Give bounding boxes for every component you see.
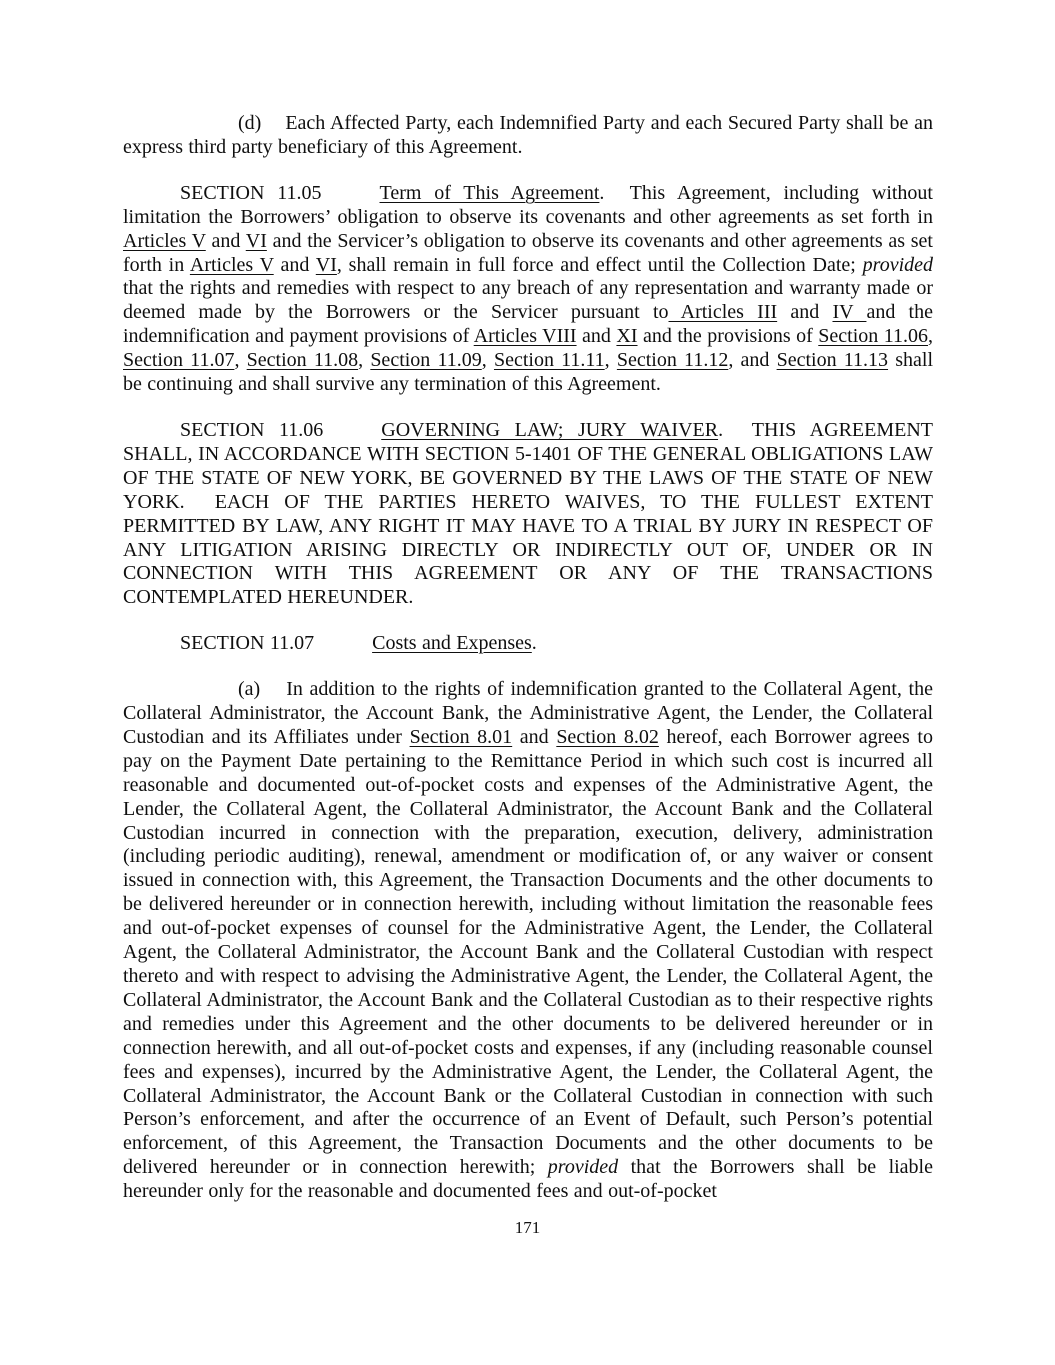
text-segment: Articles V (189, 253, 274, 276)
text-segment: , shall remain in full force and effect until the Collection Date; (336, 253, 863, 276)
text-segment: , (358, 349, 371, 372)
tab-spacer (314, 648, 372, 649)
paragraph-d (123, 112, 933, 160)
section-11-05 (123, 182, 933, 397)
text-segment: Section 11.11 (493, 349, 605, 372)
tab-spacer (323, 435, 381, 436)
text-segment: that the Borrowers shall be liable hereunder only for the reasonable and documented fees and out-of-pocket (123, 1156, 933, 1203)
text-segment: shall be continuing and shall survive any termination of this Agreement. (123, 349, 934, 396)
text-segment: SECTION 11.07 (180, 632, 315, 655)
text-segment: . This Agreement, including without limitation the Borrowers’ obligation to observe its covenants and other agreements as set forth in (123, 181, 933, 228)
text-segment: In addition to the rights of indemnification granted to the Collateral Agent, the Collateral Administrator, the Account Bank, the Administrative Agent, the Lender, the Collateral Custodian and its Affiliates under (123, 678, 933, 748)
text-segment: hereof, each Borrower agrees to pay on the Payment Date pertaining to the Remittance Period in which such cost is incurred all reasonable and documented out-of-pocket costs and expenses of the Administrative Agent, the Lender, the Collateral Agent, the Collateral Administrator, the Account Bank and the Collateral Custodian incurred in connection with the preparation, execution, delivery, administration (including periodic auditing), renewal, amendment or modification of, or any waiver or consent issued in connection with, this Agreement, the Transaction Documents and the other documents to be delivered hereunder or in connection herewith, including without limitation the reasonable fees and out-of-pocket expenses of counsel for the Administrative Agent, the Lender, the Collateral Agent, the Collateral Administrator, the Account Bank and the Collateral Custodian with respect thereto and with respect to advising the Administrative Agent, the Lender, the Collateral Agent, the Collateral Administrator, the Account Bank and the Collateral Custodian as to their respective rights and remedies under this Agreement and the other documents to be delivered hereunder or in connection herewith, and all out-of-pocket costs and expenses, if any (including reasonable counsel fees and expenses), incurred by the Administrative Agent, the Lender, the Collateral Agent, the Collateral Administrator, the Account Bank or the Collateral Custodian in connection with such Person’s enforcement, and after the occurrence of an Event of Default, such Person’s potential enforcement, of this Agreement, the Transaction Documents and the other documents to be delivered hereunder or in connection herewith; (123, 725, 933, 1179)
document-body (123, 112, 933, 1226)
text-segment: Section 8.02 (556, 725, 659, 748)
text-segment: Section 11.06 (818, 325, 928, 348)
text-segment: Section 8.01 (409, 725, 513, 748)
text-segment: and the Servicer’s obligation to observe its covenants and other agreements as set forth in (123, 229, 933, 276)
text-segment: provided (862, 253, 934, 276)
tab-spacer (261, 128, 285, 129)
text-segment: , and (728, 349, 777, 372)
text-segment: Section 11.07 (123, 349, 235, 372)
text-segment: IV (832, 301, 867, 324)
text-segment: and (205, 229, 246, 252)
section-11-07 (123, 632, 933, 656)
text-segment: SECTION 11.06 (180, 418, 324, 441)
text-segment: Term of This Agreement (379, 181, 600, 204)
paragraph-a (123, 678, 933, 1204)
text-segment: Section 11.12 (616, 349, 729, 372)
text-segment: SECTION 11.05 (180, 181, 322, 204)
text-segment: (a) (238, 678, 261, 701)
text-segment: and the provisions of (637, 325, 819, 348)
tab-spacer (322, 198, 380, 199)
text-segment: and (576, 325, 617, 348)
text-segment: , (234, 349, 247, 372)
text-segment: , (481, 349, 494, 372)
text-segment: GOVERNING LAW; JURY WAIVER (381, 418, 719, 441)
text-segment: , (604, 349, 617, 372)
text-segment: . THIS AGREEMENT SHALL, IN ACCORDANCE WITH SECTION 5-1401 OF THE GENERAL OBLIGATIONS LAW OF THE STATE OF NEW YORK, BE GOVERNED BY THE LAWS OF THE STATE OF NEW YORK. EACH OF THE PARTIES HERETO WAIVES, TO THE FULLEST EXTENT PERMITTED BY LAW, ANY RIGHT IT MAY HAVE TO A TRIAL BY JURY IN RESPECT OF ANY LITIGATION ARISING DIRECTLY OR INDIRECTLY OUT OF, UNDER OR IN CONNECTION WITH THIS AGREEMENT OR ANY OF THE TRANSACTIONS CONTEMPLATED HEREUNDER. (123, 418, 933, 609)
section-11-06 (123, 419, 933, 610)
text-segment: Section 11.13 (776, 349, 889, 372)
text-segment: (d) (238, 112, 262, 134)
tab-spacer (260, 694, 286, 695)
text-segment: and (777, 301, 833, 324)
text-segment: provided (547, 1156, 619, 1179)
text-segment: Section 11.08 (246, 349, 359, 372)
text-segment: VI (245, 229, 267, 252)
text-segment: Costs and Expenses (372, 632, 532, 655)
text-segment: and (512, 725, 557, 748)
text-segment: Section 11.09 (370, 349, 482, 372)
text-segment: Each Affected Party, each Indemnified Party and each Secured Party shall be an express third party beneficiary of this Agreement. (123, 112, 933, 158)
text-segment: VI (315, 253, 337, 276)
text-segment: . (531, 632, 537, 655)
text-segment: , (928, 325, 933, 348)
page-number: 171 (514, 1218, 541, 1237)
text-segment: that the rights and remedies with respect to any breach of any representation and warranty made or deemed made by the Borrowers or the Servicer pursuant to (123, 277, 933, 324)
text-segment: and (273, 253, 316, 276)
text-segment: Articles V (123, 229, 206, 252)
text-segment: Articles III (668, 301, 778, 324)
text-segment: XI (616, 325, 638, 348)
text-segment: and the indemnification and payment provisions of (123, 301, 933, 348)
text-segment: Articles VIII (473, 325, 577, 348)
